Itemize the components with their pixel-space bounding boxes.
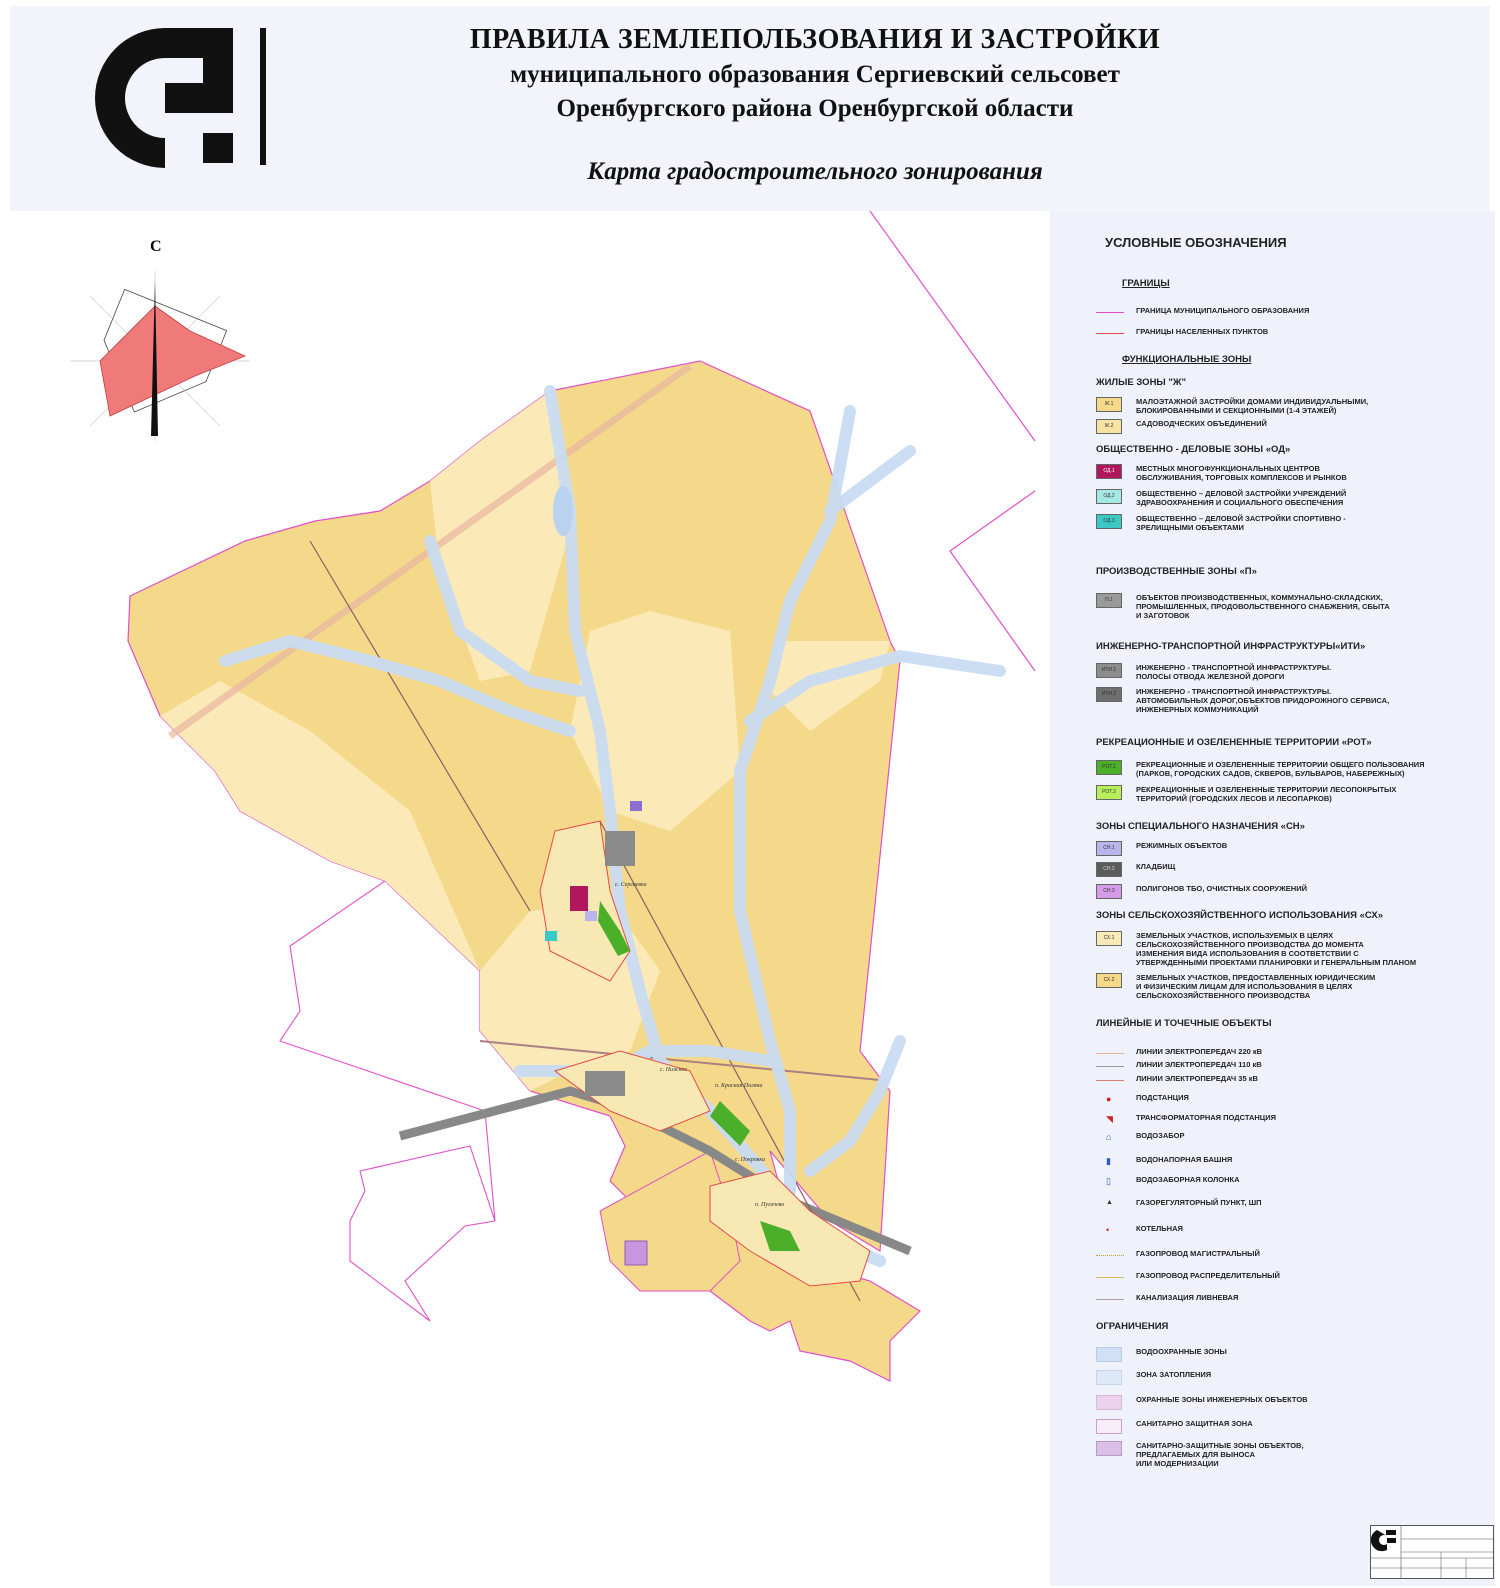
- zoning-map[interactable]: [10, 211, 1050, 1586]
- gas-regulator-icon: ▲: [1106, 1199, 1113, 1206]
- municipal-boundary: [870, 211, 1035, 441]
- zone-swatch: СН.3: [1096, 884, 1122, 899]
- zone-swatch: СХ.2: [1096, 973, 1122, 988]
- legend-label: ОХРАННЫЕ ЗОНЫ ИНЖЕНЕРНЫХ ОБЪЕКТОВ: [1136, 1395, 1308, 1404]
- zone-swatch: П.1: [1096, 593, 1122, 608]
- zone-swatch: РОТ.1: [1096, 760, 1122, 775]
- legend-group-heading: ЖИЛЫЕ ЗОНЫ "Ж": [1096, 377, 1186, 388]
- legend-label: ОБЪЕКТОВ ПРОИЗВОДСТВЕННЫХ, КОММУНАЛЬНО-СКЛАДСКИХ, ПРОМЫШЛЕННЫХ, ПРОДОВОЛЬСТВЕННОГО СНАБЖЕНИЯ, СБЫТА И ЗАГОТОВОК: [1136, 593, 1390, 620]
- zone-swatch: СН.1: [1096, 841, 1122, 856]
- line-swatch: [1096, 1066, 1124, 1067]
- legend-label: КЛАДБИЩ: [1136, 862, 1176, 871]
- legend-label: ОБЩЕСТВЕННО – ДЕЛОВОЙ ЗАСТРОЙКИ УЧРЕЖДЕНИЙ ЗДРАВООХРАНЕНИЯ И СОЦИАЛЬНОГО ОБЕСПЕЧЕНИЯ: [1136, 489, 1347, 507]
- line-swatch: [1096, 1080, 1124, 1081]
- title-line-2: муниципального образования Сергиевский сельсовет: [510, 61, 1120, 88]
- water-tower-icon: ▮: [1106, 1156, 1111, 1166]
- legend-label: ЗЕМЕЛЬНЫХ УЧАСТКОВ, ПРЕДОСТАВЛЕННЫХ ЮРИДИЧЕСКИМ И ФИЗИЧЕСКИМ ЛИЦАМ ДЛЯ ИСПОЛЬЗОВАНИЯ В ЦЕЛЯХ СЕЛЬСКОХОЗЯЙСТВЕННОГО ПРОИЗВОДСТВА: [1136, 973, 1376, 1000]
- gas-main-line-swatch: [1096, 1255, 1124, 1256]
- legend-label: ГАЗОПРОВОД МАГИСТРАЛЬНЫЙ: [1136, 1249, 1260, 1258]
- title-block: [10, 6, 1490, 211]
- legend-group-heading: ПРОИЗВОДСТВЕННЫЕ ЗОНЫ «П»: [1096, 566, 1257, 577]
- boundary-line-swatch: [1096, 312, 1124, 313]
- logo: [95, 28, 285, 168]
- legend-group-heading: РЕКРЕАЦИОННЫЕ И ОЗЕЛЕНЕННЫЕ ТЕРРИТОРИИ «РОТ»: [1096, 737, 1372, 748]
- legend-boundaries-heading: ГРАНИЦЫ: [1122, 278, 1170, 289]
- line-swatch: [1096, 1053, 1124, 1054]
- legend-label: РЕКРЕАЦИОННЫЕ И ОЗЕЛЕНЕННЫЕ ТЕРРИТОРИИ ОБЩЕГО ПОЛЬЗОВАНИЯ (ПАРКОВ, ГОРОДСКИХ САДОВ, СКВЕРОВ, БУЛЬВАРОВ, НАБЕРЕЖНЫХ): [1136, 760, 1425, 778]
- label-sergievka: с. Сергиевка: [615, 882, 647, 888]
- legend-label: ВОДОНАПОРНАЯ БАШНЯ: [1136, 1155, 1233, 1164]
- legend-group-heading: ОБЩЕСТВЕННО - ДЕЛОВЫЕ ЗОНЫ «ОД»: [1096, 444, 1291, 455]
- wind-rose: [70, 271, 250, 441]
- restriction-swatch: [1096, 1419, 1122, 1434]
- legend-group-heading: ИНЖЕНЕРНО-ТРАНСПОРТНОЙ ИНФРАСТРУКТУРЫ«ИТИ»: [1096, 641, 1366, 652]
- legend-label: ГРАНИЦЫ НАСЕЛЕННЫХ ПУНКТОВ: [1136, 327, 1269, 336]
- gas-dist-line-swatch: [1096, 1277, 1124, 1278]
- legend-label: ПОЛИГОНОВ ТБО, ОЧИСТНЫХ СООРУЖЕНИЙ: [1136, 884, 1307, 893]
- water-intake-icon: ⌂: [1106, 1132, 1112, 1142]
- restriction-swatch: [1096, 1395, 1122, 1410]
- label-nizhnee: с. Нижнее: [660, 1067, 687, 1073]
- legend-group-heading: ЗОНЫ СПЕЦИАЛЬНОГО НАЗНАЧЕНИЯ «СН»: [1096, 821, 1305, 832]
- legend-label: ГАЗОРЕГУЛЯТОРНЫЙ ПУНКТ, ШП: [1136, 1198, 1262, 1207]
- legend-label: МАЛОЭТАЖНОЙ ЗАСТРОЙКИ ДОМАМИ ИНДИВИДУАЛЬНЫМИ, БЛОКИРОВАННЫМИ И СЕКЦИОННЫМИ (1-4 ЭТАЖЕЙ): [1136, 397, 1369, 415]
- legend-label: САНИТАРНО-ЗАЩИТНЫЕ ЗОНЫ ОБЪЕКТОВ, ПРЕДЛАГАЕМЫХ ДЛЯ ВЫНОСА ИЛИ МОДЕРНИЗАЦИИ: [1136, 1441, 1304, 1468]
- zone-swatch: ОД.2: [1096, 489, 1122, 504]
- legend-label: ТРАНСФОРМАТОРНАЯ ПОДСТАНЦИЯ: [1136, 1113, 1277, 1122]
- legend-label: ВОДООХРАННЫЕ ЗОНЫ: [1136, 1347, 1227, 1356]
- legend-group-heading: ОГРАНИЧЕНИЯ: [1096, 1321, 1169, 1332]
- legend-label: ЗОНА ЗАТОПЛЕНИЯ: [1136, 1370, 1212, 1379]
- legend-title: УСЛОВНЫЕ ОБОЗНАЧЕНИЯ: [1105, 235, 1287, 250]
- legend-label: РЕЖИМНЫХ ОБЪЕКТОВ: [1136, 841, 1228, 850]
- legend-panel: [1050, 211, 1495, 1586]
- title-stamp: [1370, 1525, 1494, 1579]
- restriction-swatch: [1096, 1347, 1122, 1362]
- boiler-icon: •: [1106, 1225, 1110, 1235]
- legend-label: ОБЩЕСТВЕННО – ДЕЛОВОЙ ЗАСТРОЙКИ СПОРТИВНО - ЗРЕЛИЩНЫМИ ОБЪЕКТАМИ: [1136, 514, 1346, 532]
- restriction-swatch: [1096, 1441, 1122, 1456]
- map-title: Карта градостроительного зонирования: [587, 158, 1043, 185]
- zone-swatch: ИТИ.1: [1096, 663, 1122, 678]
- legend-label: САНИТАРНО ЗАЩИТНАЯ ЗОНА: [1136, 1419, 1253, 1428]
- zone-swatch: СН.2: [1096, 862, 1122, 877]
- title-line-1: ПРАВИЛА ЗЕМЛЕПОЛЬЗОВАНИЯ И ЗАСТРОЙКИ: [469, 24, 1161, 55]
- transformer-icon: ◥: [1106, 1114, 1113, 1124]
- legend-label: ГАЗОПРОВОД РАСПРЕДЕЛИТЕЛЬНЫЙ: [1136, 1271, 1280, 1280]
- legend-label: ЛИНИИ ЭЛЕКТРОПЕРЕДАЧ 220 кВ: [1136, 1047, 1263, 1056]
- zone-swatch: РОТ.2: [1096, 785, 1122, 800]
- legend-group-heading: ЗОНЫ СЕЛЬСКОХОЗЯЙСТВЕННОГО ИСПОЛЬЗОВАНИЯ «СХ»: [1096, 910, 1383, 921]
- legend-label: ЛИНИИ ЭЛЕКТРОПЕРЕДАЧ 110 кВ: [1136, 1060, 1262, 1069]
- label-pokrovka: с. Покровка: [735, 1157, 766, 1163]
- legend-label: КОТЕЛЬНАЯ: [1136, 1224, 1183, 1233]
- legend-label: ГРАНИЦА МУНИЦИПАЛЬНОГО ОБРАЗОВАНИЯ: [1136, 306, 1310, 315]
- legend-label: ЗЕМЕЛЬНЫХ УЧАСТКОВ, ИСПОЛЬЗУЕМЫХ В ЦЕЛЯХ СЕЛЬСКОХОЗЯЙСТВЕННОГО ПРОИЗВОДСТВА ДО МОМЕНТА ИЗМЕНЕНИЯ ВИДА ИСПОЛЬЗОВАНИЯ В СООТВЕТСТВИИ С УТВЕРЖДЕННЫМИ ПРОЕКТАМИ ПЛАНИРОВКИ И ГЕНЕРАЛЬНЫМ ПЛАНОМ: [1136, 931, 1417, 967]
- legend-group-heading: ЛИНЕЙНЫЕ И ТОЧЕЧНЫЕ ОБЪЕКТЫ: [1096, 1018, 1272, 1029]
- legend-label: ПОДСТАНЦИЯ: [1136, 1093, 1189, 1102]
- label-pugachevo: п. Пугачево: [755, 1202, 785, 1208]
- north-label: С: [150, 238, 162, 255]
- zone-swatch: ОД.3: [1096, 514, 1122, 529]
- legend-label: ВОДОЗАБОР: [1136, 1131, 1185, 1140]
- zone-swatch: ИТИ.2: [1096, 687, 1122, 702]
- restriction-swatch: [1096, 1370, 1122, 1385]
- legend-label: КАНАЛИЗАЦИЯ ЛИВНЕВАЯ: [1136, 1293, 1239, 1302]
- settlement-line-swatch: [1096, 333, 1124, 334]
- legend-label: ЛИНИИ ЭЛЕКТРОПЕРЕДАЧ 35 кВ: [1136, 1074, 1258, 1083]
- legend-label: САДОВОДЧЕСКИХ ОБЪЕДИНЕНИЙ: [1136, 419, 1267, 428]
- zone-swatch: ОД.1: [1096, 464, 1122, 479]
- legend-label: РЕКРЕАЦИОННЫЕ И ОЗЕЛЕНЕННЫЕ ТЕРРИТОРИИ ЛЕСОПОКРЫТЫХ ТЕРРИТОРИЙ (ГОРОДСКИХ ЛЕСОВ И ЛЕСОПАРКОВ): [1136, 785, 1397, 803]
- legend-label: ИНЖЕНЕРНО - ТРАНСПОРТНОЙ ИНФРАСТРУКТУРЫ. АВТОМОБИЛЬНЫХ ДОРОГ,ОБЪЕКТОВ ПРИДОРОЖНОГО СЕРВИСА, ИНЖЕНЕРНЫХ КОММУНИКАЦИЙ: [1136, 687, 1390, 714]
- stamp-grid: [1371, 1526, 1493, 1578]
- zone-swatch: Ж.2: [1096, 419, 1122, 434]
- legend-label: ВОДОЗАБОРНАЯ КОЛОНКА: [1136, 1175, 1240, 1184]
- substation-icon: ●: [1106, 1094, 1112, 1104]
- legend-functional-heading: ФУНКЦИОНАЛЬНЫЕ ЗОНЫ: [1122, 354, 1252, 365]
- drain-line-swatch: [1096, 1299, 1124, 1300]
- legend-label: ИНЖЕНЕРНО - ТРАНСПОРТНОЙ ИНФРАСТРУКТУРЫ. ПОЛОСЫ ОТВОДА ЖЕЛЕЗНОЙ ДОРОГИ: [1136, 663, 1332, 681]
- legend-label: МЕСТНЫХ МНОГОФУНКЦИОНАЛЬНЫХ ЦЕНТРОВ ОБСЛУЖИВАНИЯ, ТОРГОВЫХ КОМПЛЕКСОВ И РЫНКОВ: [1136, 464, 1347, 482]
- water-column-icon: ▯: [1106, 1176, 1111, 1186]
- label-krasnaya-polyana: п. Красная Поляна: [715, 1083, 763, 1089]
- title-line-3: Оренбургского района Оренбургской области: [556, 95, 1074, 122]
- zone-swatch: Ж.1: [1096, 397, 1122, 412]
- pond: [553, 486, 573, 536]
- zone-swatch: СХ.1: [1096, 931, 1122, 946]
- municipal-boundary: [950, 491, 1035, 671]
